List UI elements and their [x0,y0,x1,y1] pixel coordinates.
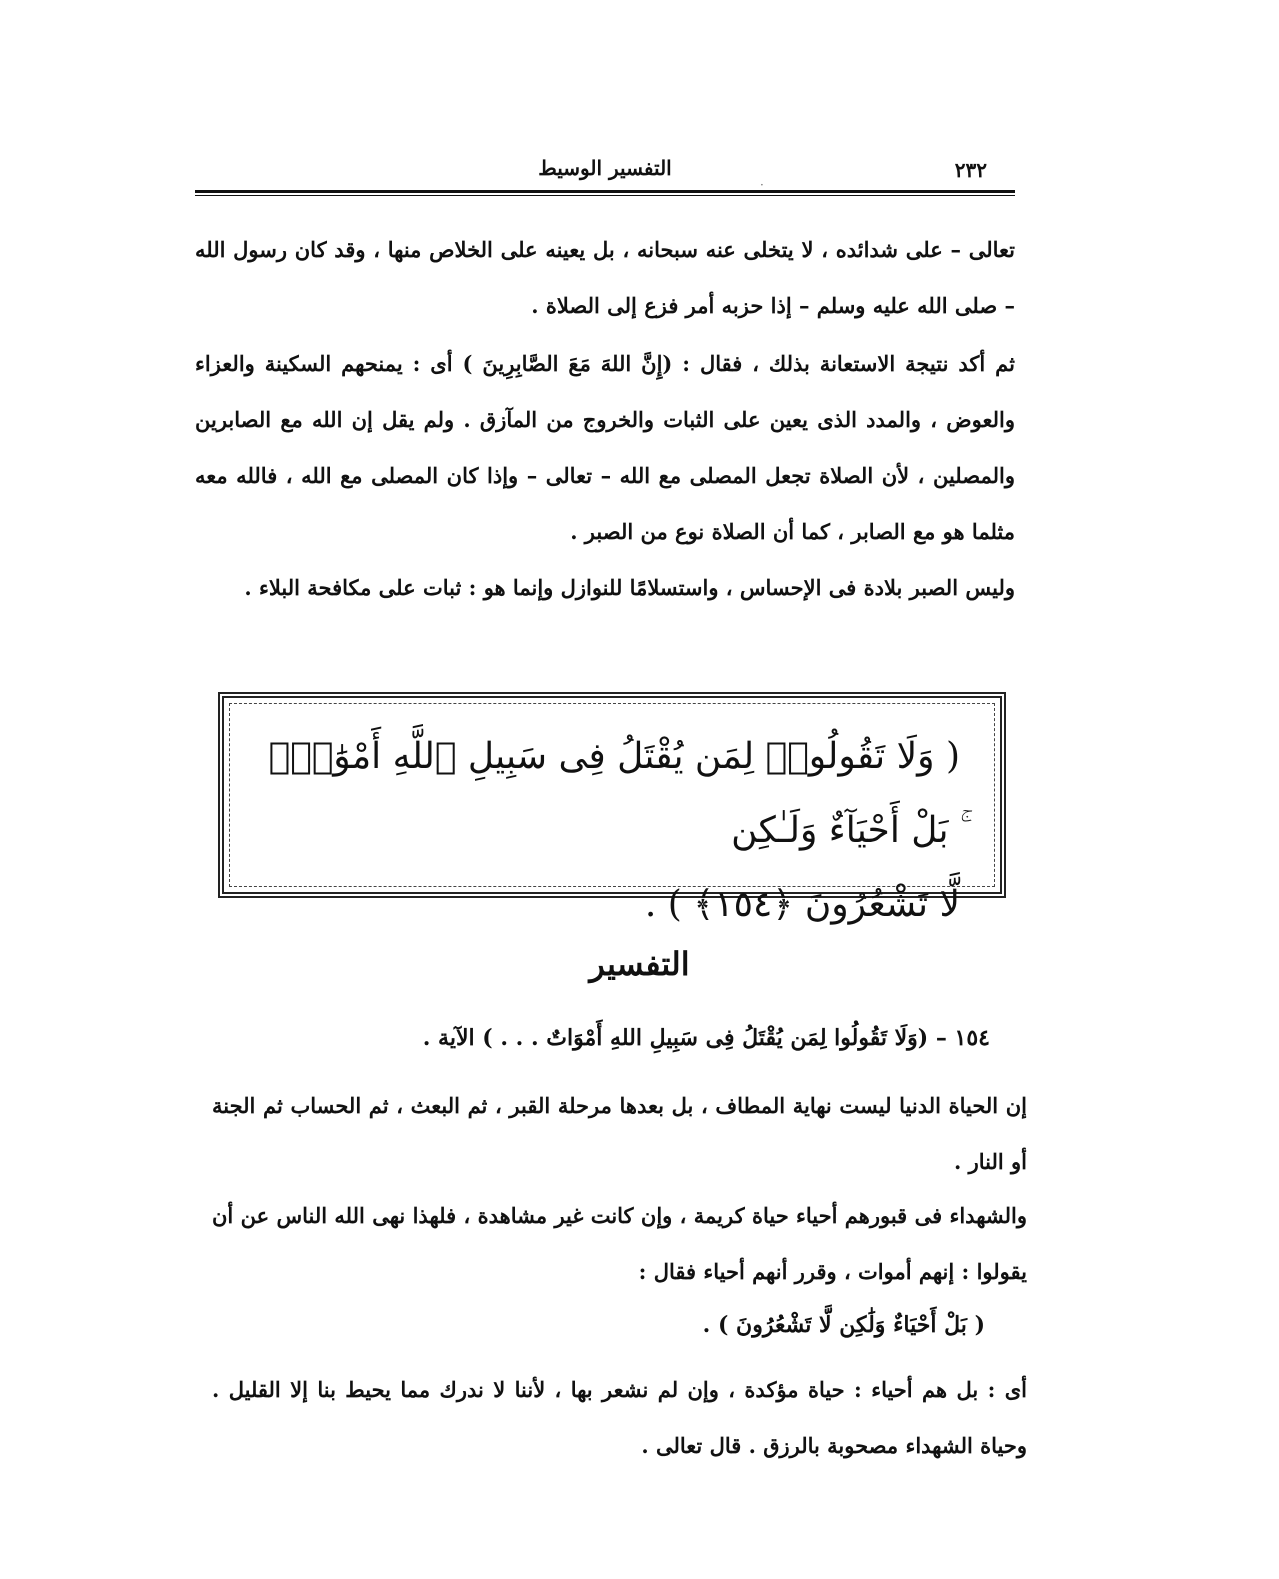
paragraph-2: ثم أكد نتيجة الاستعانة بذلك ، فقال : (إِنَّ اللهَ مَعَ الصَّابِرِينَ ) أى : يمنحهم السكينة والعزاء والعوض ، والمدد الذى يعين على الثبات والخروج من المآزق . ولم يقل إن الله مع الصابرين والمصلين ، لأن الصلاة تجعل المصلى مع الله – تعالى – وإذا كان المصلى مع الله ، فالله معه مثلما هو مع الصابر ، كما أن الصلاة نوع من الصبر . [195,351,1015,544]
running-title: التفسير الوسيط [538,156,672,180]
page-header [195,150,1015,190]
tafsir-paragraph-2: والشهداء فى قبورهم أحياء حياة كريمة ، وإن كانت غير مشاهدة ، فلهذا نهى الله الناس عن أن يقولوا : إنهم أموات ، وقرر أنهم أحياء فقال : [212,1203,1027,1284]
scan-speck: · [760,178,764,192]
ayah-line-2: لَّا تَشْعُرُونَ ﴿١٥٤﴾ ) . [644,884,960,925]
verse-reference: ١٥٤ – (وَلَا تَقُولُوا لِمَن يُقْتَلُ فِى سَبِيلِ اللهِ أَمْوَاتٌ . . . ) الآية . [422,1025,990,1051]
header-rule [195,190,1015,193]
tafsir-paragraph-1: إن الحياة الدنيا ليست نهاية المطاف ، بل بعدها مرحلة القبر ، ثم البعث ، ثم الحساب ثم الجنة أو النار . [212,1093,1027,1174]
ayah-line-1: ( وَلَا تَقُولُوا۟ لِمَن يُقْتَلُ فِى سَبِيلِ ٱللَّهِ أَمْوَٰتٌۢ ۚ بَلْ أَحْيَآءٌ وَلَـٰكِن [268,736,960,851]
ayah-frame [218,692,1006,925]
ayah-text [264,720,960,942]
tafsir-paragraph-3: أى : بل هم أحياء : حياة مؤكدة ، وإن لم نشعر بها ، لأننا لا ندرك مما يحيط بنا إلا القليل . وحياة الشهداء مصحوبة بالرزق . قال تعالى . [212,1377,1027,1458]
verse-quote: ( بَلْ أَحْيَاءٌ وَلَٰكِن لَّا تَشْعُرُونَ ) . [702,1312,985,1338]
page-number: ٢٣٢ [954,158,987,182]
paragraph-3: وليس الصبر بلادة فى الإحساس ، واستسلامًا للنوازل وإنما هو : ثبات على مكافحة البلاء . [244,575,1015,600]
section-title: التفسير [589,945,690,983]
paragraph-1: تعالى – على شدائده ، لا يتخلى عنه سبحانه ، بل يعينه على الخلاص منها ، وقد كان رسول الله – صلى الله عليه وسلم – إذا حزبه أمر فزع إلى الصلاة . [195,237,1015,318]
header-rule-thin [195,195,1015,196]
